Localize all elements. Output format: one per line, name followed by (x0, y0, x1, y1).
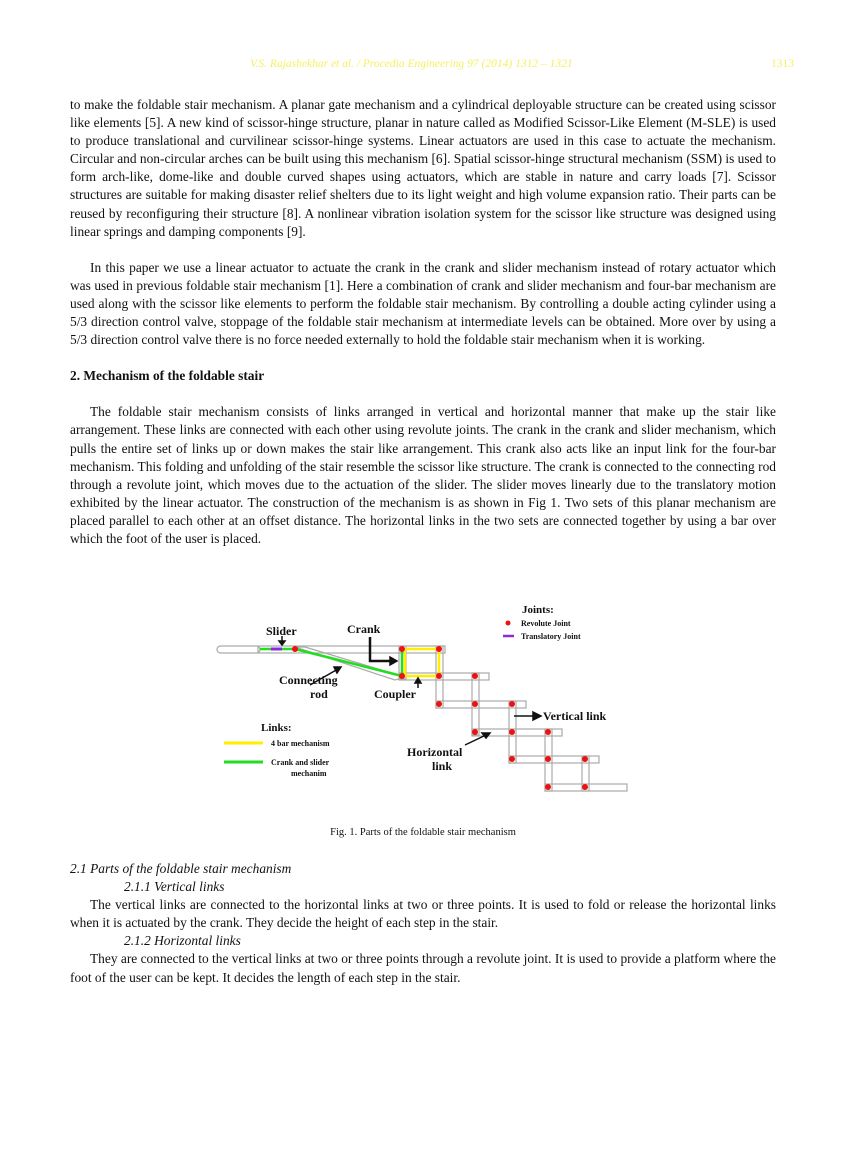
label-crank: Crank (347, 622, 381, 636)
label-rod: rod (310, 687, 328, 701)
paragraph: They are connected to the vertical links at two or three points through a revolute joint. It is used to provide a platform where the foot of the user can be kept. It decides the length of each step in the stair. (70, 951, 776, 985)
links-legend-crank-slider: Crank and slider (271, 758, 330, 767)
subsection-text (70, 860, 776, 987)
paragraph: The vertical links are connected to the horizontal links at two or three points. It is used to fold or release the horizontal links when it is actuated by the crank. They decide the height of each step in the stair. (70, 897, 776, 931)
label-connecting: Connecting (279, 673, 338, 687)
label-horizontal: Horizontal (407, 745, 463, 759)
links-legend-four-bar: 4 bar mechanism (271, 739, 330, 748)
paragraph: to make the foldable stair mechanism. A planar gate mechanism and a cylindrical deployable structure can be created using scissor like elements [5]. A new kind of scissor-hinge structure, planar in nature called as Modified Scissor-Like Element (M-SLE) is used to produce translational and curvilinear scissor-hinge systems. Linear actuators are used in this case to actuate the mechanism. Circular and non-circular arches can be built using this mechanism [6]. Spatial scissor-hinge structural mechanism (SSM) is used to form arch-like, dome-like and double curved shapes using actuators, which are stable in nature and carry loads [7]. Scissor structures are suitable for making disaster relief shelters due to its light weight and high volume expansion ratio. Their parts can be reused by reconfiguring their structure [8]. A nonlinear vibration isolation system for the scissor like structure was designed using linear springs and damping components [9]. (70, 97, 776, 239)
subsection-heading: 2.1 Parts of the foldable stair mechanism (70, 861, 292, 876)
revolute-legend-marker (506, 621, 511, 626)
joints-legend-translatory: Translatory Joint (521, 632, 581, 641)
label-link: link (432, 759, 453, 773)
figure-1-diagram (210, 595, 640, 800)
label-slider: Slider (266, 624, 297, 638)
paragraph: The foldable stair mechanism consists of links arranged in vertical and horizontal manner that make up the stair like arrangement. These links are connected with each other using revolute joints. The crank in the crank and slider mechanism, which pulls the entire set of links up or down makes the stair like arrangement. This crank also acts like an input link for the four-bar mechanism. This folding and unfolding of the stair resemble the scissor like structure. The crank is connected to the connecting rod through a revolute joint, which moves due to the actuation of the slider. The slider moves linearly due to the translatory motion exhibited by the linear actuator. The construction of the mechanism is as shown in Fig 1. Two sets of this planar mechanism are placed parallel to each other at an offset distance. The horizontal links in the two sets are connected together by using a bar over which the foot of the user is placed. (70, 404, 776, 546)
links-legend-title: Links: (261, 722, 292, 734)
figure-caption: Fig. 1. Parts of the foldable stair mechanism (330, 827, 516, 838)
running-header: V.S. Rajashekhar et al. / Procedia Engineering 97 (2014) 1312 – 1321 (250, 58, 573, 70)
section-heading: 2. Mechanism of the foldable stair (70, 368, 265, 384)
subsubsection-heading: 2.1.1 Vertical links (124, 879, 225, 895)
joints-legend-title: Joints: (522, 604, 554, 616)
label-coupler: Coupler (374, 687, 416, 701)
joints-legend-revolute: Revolute Joint (521, 619, 571, 628)
paragraph: In this paper we use a linear actuator to actuate the crank in the crank and slider mechanism instead of rotary actuator which was used in previous foldable stair mechanism [1]. Here a combination of crank and slider mechanism and four-bar mechanism are used along with the scissor like elements to perform the foldable stair mechanism. By controlling a double acting cylinder using a 5/3 direction control valve, stoppage of the foldable stair mechanism at intermediate levels can be obtained. More over by using a 5/3 direction control valve there is no force needed externally to hold the foldable stair mechanism when it is working. (70, 259, 776, 348)
subsubsection-heading: 2.1.2 Horizontal links (124, 933, 241, 949)
intro-text (70, 96, 776, 548)
page-number: 1313 (771, 58, 794, 70)
links-legend-crank-slider-2: mechanim (291, 769, 327, 778)
label-vertical-link: Vertical link (543, 709, 607, 723)
